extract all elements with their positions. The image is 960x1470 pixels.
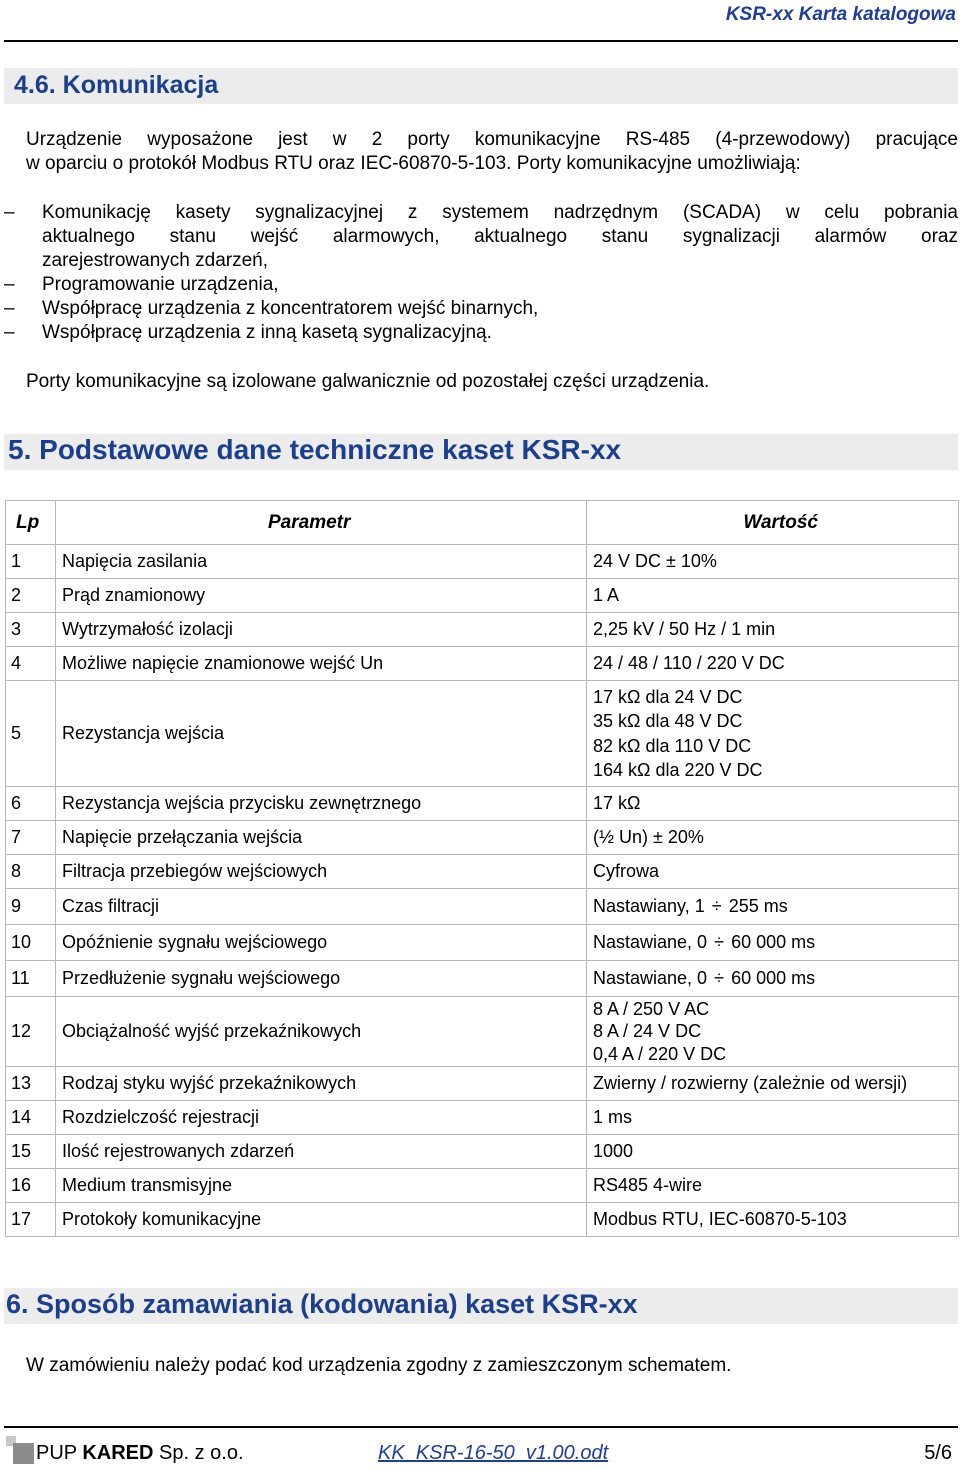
value-text: Nastawiane, 0 [593, 932, 708, 952]
value-text: Nastawiane, 0 [593, 968, 708, 988]
row-value [587, 1101, 959, 1135]
row-parameter: Prąd znamionowy [56, 579, 587, 613]
table-row [6, 1169, 959, 1203]
row-number: 12 [6, 997, 56, 1067]
row-parameter: Przedłużenie sygnału wejściowego [56, 961, 587, 997]
communication-capabilities-list [0, 201, 960, 345]
footer-company [36, 1442, 244, 1465]
row-value [587, 821, 959, 855]
dash-bullet: – [4, 322, 15, 343]
row-parameter: Możliwe napięcie znamionowe wejść Un [56, 647, 587, 681]
document-header-title: KSR-xx Karta katalogowa [725, 4, 956, 25]
value-line: (½ Un) ± 20% [593, 827, 704, 848]
row-number: 16 [6, 1169, 56, 1203]
list-item-line: zarejestrowanych zdarzeń, [42, 250, 268, 271]
footer-rule [4, 1426, 958, 1428]
table-row [6, 1135, 959, 1169]
row-number: 17 [6, 1203, 56, 1237]
list-item-line: Współpracę urządzenia z koncentratorem wejść binarnych, [42, 298, 539, 319]
value-line: 0,4 A / 220 V DC [593, 1043, 727, 1064]
value-line: 2,25 kV / 50 Hz / 1 min [593, 619, 776, 640]
value-line: 35 kΩ dla 48 V DC [593, 711, 743, 731]
table-row [6, 925, 959, 961]
row-parameter: Napięcie przełączania wejścia [56, 821, 587, 855]
section-5-heading [4, 434, 958, 470]
value-line: 17 kΩ dla 24 V DC [593, 686, 743, 707]
row-value [587, 1169, 959, 1203]
value-text: 60 000 ms [731, 932, 816, 952]
ordering-note: W zamówieniu należy podać kod urządzenia zgodny z zamieszczonym schematem. [26, 1355, 732, 1376]
column-header-lp: Lp [6, 501, 56, 545]
row-number: 1 [6, 545, 56, 579]
row-value [587, 545, 959, 579]
row-number: 10 [6, 925, 56, 961]
row-number: 5 [6, 681, 56, 787]
table-row [6, 1203, 959, 1237]
table-row [6, 545, 959, 579]
table-row [6, 681, 959, 787]
value-line: 82 kΩ dla 110 V DC [593, 735, 752, 756]
list-item [0, 201, 960, 273]
row-number: 14 [6, 1101, 56, 1135]
value-text: 255 ms [728, 896, 788, 916]
table-row [6, 613, 959, 647]
table-row [6, 997, 959, 1067]
range-division-symbol: ÷ [711, 896, 722, 916]
dash-bullet: – [4, 202, 15, 223]
table-row [6, 579, 959, 613]
section-6-heading: 6. Sposób zamawiania (kodowania) kaset KSR-xx [4, 1288, 958, 1324]
list-item-line: Programowanie urządzenia, [42, 274, 279, 295]
row-value [587, 1135, 959, 1169]
row-number: 3 [6, 613, 56, 647]
row-value [587, 889, 959, 925]
table-row [6, 821, 959, 855]
row-value [587, 647, 959, 681]
range-division-symbol: ÷ [714, 932, 725, 952]
table-row [6, 855, 959, 889]
value-line: 1 ms [593, 1107, 633, 1128]
table-row [6, 647, 959, 681]
technical-data-table [5, 500, 959, 1237]
table-row [6, 787, 959, 821]
table-header-row [6, 501, 959, 545]
footer-file-link[interactable]: KK_KSR-16-50_v1.00.odt [378, 1442, 609, 1464]
value-line: 17 kΩ [593, 793, 641, 814]
value-text: Nastawiany, 1 [593, 896, 705, 916]
row-parameter: Obciążalność wyjść przekaźnikowych [56, 997, 587, 1067]
row-parameter: Rozdzielczość rejestracji [56, 1101, 587, 1135]
value-line: Modbus RTU, IEC-60870-5-103 [593, 1209, 847, 1230]
row-value [587, 997, 959, 1067]
row-parameter: Medium transmisyjne [56, 1169, 587, 1203]
dash-bullet: – [4, 298, 15, 319]
row-number: 7 [6, 821, 56, 855]
section-5-title: Podstawowe dane techniczne kaset KSR-xx [39, 434, 622, 465]
row-value [587, 579, 959, 613]
row-value [587, 681, 959, 787]
company-logo-icon [6, 1436, 34, 1464]
row-value [587, 613, 959, 647]
row-value [587, 855, 959, 889]
section-4-6-heading: 4.6. Komunikacja [4, 68, 958, 104]
row-parameter: Czas filtracji [56, 889, 587, 925]
row-value [587, 925, 959, 961]
value-line: 1 A [593, 585, 620, 606]
row-parameter: Rodzaj styku wyjść przekaźnikowych [56, 1067, 587, 1101]
row-value [587, 961, 959, 997]
value-line: 164 kΩ dla 220 V DC [593, 760, 763, 780]
company-name: KARED [82, 1442, 154, 1464]
row-value [587, 787, 959, 821]
row-parameter: Rezystancja wejścia [56, 681, 587, 787]
company-prefix: PUP [36, 1442, 83, 1464]
table-row [6, 889, 959, 925]
list-item [0, 321, 960, 345]
row-number: 13 [6, 1067, 56, 1101]
range-division-symbol: ÷ [714, 968, 725, 988]
value-line: 1000 [593, 1141, 634, 1162]
intro-line-2: w oparciu o protokół Modbus RTU oraz IEC-60870-5-103. Porty komunikacyjne umożliwiają: [26, 153, 801, 174]
value-line: 24 V DC ± 10% [593, 551, 717, 572]
row-parameter: Protokoły komunikacyjne [56, 1203, 587, 1237]
header-rule [4, 40, 958, 42]
row-value [587, 1067, 959, 1101]
row-number: 2 [6, 579, 56, 613]
row-number: 6 [6, 787, 56, 821]
intro-line-1: Urządzenie wyposażone jest w 2 porty komunikacyjne RS-485 (4-przewodowy) pracujące [26, 129, 958, 150]
value-line: Zwierny / rozwierny (zależnie od wersji) [593, 1073, 908, 1094]
row-parameter: Ilość rejestrowanych zdarzeń [56, 1135, 587, 1169]
isolation-note: Porty komunikacyjne są izolowane galwanicznie od pozostałej części urządzenia. [26, 371, 710, 392]
value-text: 60 000 ms [731, 968, 816, 988]
value-line: 8 A / 24 V DC [593, 1021, 702, 1042]
value-line: 24 / 48 / 110 / 220 V DC [593, 653, 785, 674]
row-parameter: Wytrzymałość izolacji [56, 613, 587, 647]
row-number: 8 [6, 855, 56, 889]
value-line: RS485 4-wire [593, 1175, 703, 1196]
list-item [0, 273, 960, 297]
row-parameter: Filtracja przebiegów wejściowych [56, 855, 587, 889]
table-row [6, 1067, 959, 1101]
row-number: 9 [6, 889, 56, 925]
list-item [0, 297, 960, 321]
row-parameter: Rezystancja wejścia przycisku zewnętrznego [56, 787, 587, 821]
row-parameter: Napięcia zasilania [56, 545, 587, 579]
row-number: 4 [6, 647, 56, 681]
column-header-parameter: Parametr [56, 501, 587, 545]
row-number: 11 [6, 961, 56, 997]
row-parameter: Opóźnienie sygnału wejściowego [56, 925, 587, 961]
company-suffix: Sp. z o.o. [153, 1442, 244, 1464]
value-line: 8 A / 250 V AC [593, 998, 710, 1019]
communication-intro [26, 128, 958, 176]
row-number: 15 [6, 1135, 56, 1169]
dash-bullet: – [4, 274, 15, 295]
column-header-value: Wartość [587, 501, 959, 545]
table-row [6, 1101, 959, 1135]
footer-page-number: 5/6 [924, 1442, 952, 1464]
list-item-line: aktualnego stanu wejść alarmowych, aktualnego stanu sygnalizacji alarmów oraz [42, 226, 958, 247]
table-row [6, 961, 959, 997]
list-item-line: Komunikację kasety sygnalizacyjnej z systemem nadrzędnym (SCADA) w celu pobrania [42, 202, 958, 223]
row-value [587, 1203, 959, 1237]
list-item-line: Współpracę urządzenia z inną kasetą sygnalizacyjną. [42, 322, 492, 343]
value-line: Cyfrowa [593, 861, 660, 882]
section-5-number: 5. [8, 434, 32, 465]
